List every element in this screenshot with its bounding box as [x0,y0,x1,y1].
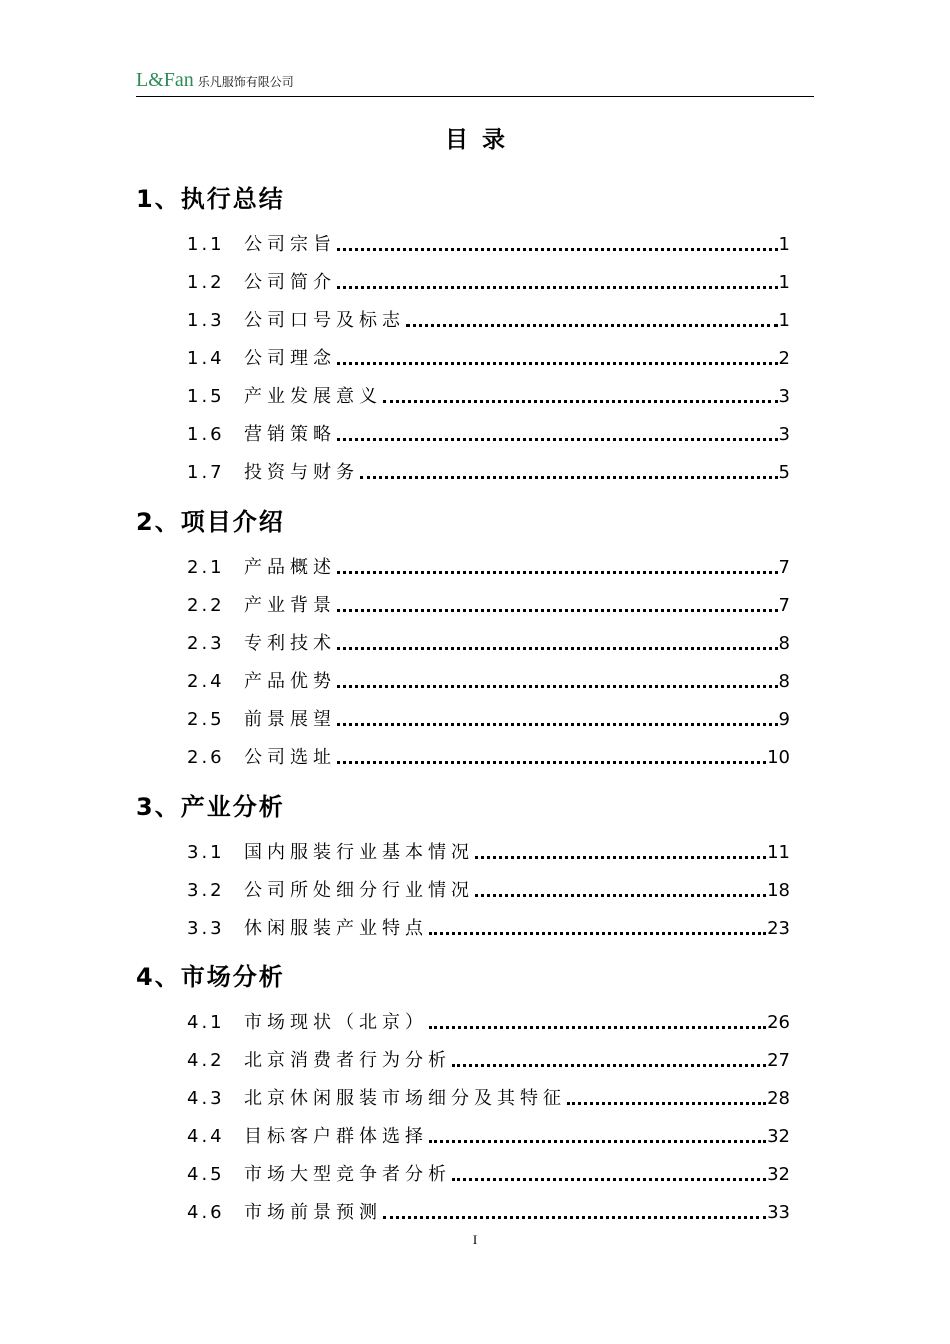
toc-entry[interactable] [187,915,790,941]
section-heading: 4、市场分析 [136,963,285,991]
entry-label: 投资与财务 [244,462,359,483]
dot-leader [429,1140,766,1143]
entry-number: 4.4 [187,1126,225,1147]
toc-entry[interactable] [187,307,790,333]
dot-leader [337,647,778,650]
entry-page: 7 [778,595,790,616]
entry-page: 28 [767,1088,790,1109]
entry-number: 1.2 [187,272,225,293]
entry-number: 4.3 [187,1088,225,1109]
entry-label: 市场现状（北京） [244,1012,428,1033]
toc-entry[interactable] [187,459,790,485]
entry-number: 1.7 [187,462,225,483]
entry-number: 2.2 [187,595,225,616]
entry-page: 11 [767,842,790,863]
entry-page: 26 [767,1012,790,1033]
entry-page: 7 [778,557,790,578]
entry-number: 1.1 [187,234,225,255]
dot-leader [429,1026,766,1029]
toc-entry[interactable] [187,706,790,732]
dot-leader [337,723,778,726]
dot-leader [452,1178,766,1181]
entry-number: 1.3 [187,310,225,331]
toc-entry[interactable] [187,1123,790,1149]
toc-entry[interactable] [187,1047,790,1073]
dot-leader [567,1102,766,1105]
dot-leader [337,248,778,251]
toc-entry[interactable] [187,345,790,371]
entry-label: 市场前景预测 [244,1202,382,1223]
dot-leader [337,571,778,574]
dot-leader [337,685,778,688]
dot-leader [475,856,766,859]
entry-page: 9 [778,709,790,730]
dot-leader [452,1064,766,1067]
toc-entry[interactable] [187,1199,790,1225]
toc-entry[interactable] [187,269,790,295]
entry-number: 4.6 [187,1202,225,1223]
entry-label: 公司宗旨 [244,234,336,255]
dot-leader [475,894,766,897]
entry-page: 8 [778,633,790,654]
entry-page: 3 [778,386,790,407]
toc-entry[interactable] [187,839,790,865]
entry-number: 1.4 [187,348,225,369]
dot-leader [337,286,778,289]
entry-label: 公司选址 [244,747,336,768]
toc-entry[interactable] [187,383,790,409]
dot-leader [337,362,778,365]
entry-page: 18 [767,880,790,901]
dot-leader [360,476,778,479]
entry-label: 公司简介 [244,272,336,293]
entry-page: 2 [778,348,790,369]
toc-entry[interactable] [187,554,790,580]
entry-page: 1 [778,234,790,255]
toc-entry[interactable] [187,421,790,447]
section-heading: 1、执行总结 [136,185,285,213]
entry-label: 北京休闲服装市场细分及其特征 [244,1088,566,1109]
entry-page: 10 [767,747,790,768]
brand-name: L&Fan [136,69,194,91]
entry-label: 市场大型竞争者分析 [244,1164,451,1185]
toc-entry[interactable] [187,630,790,656]
toc-entry[interactable] [187,592,790,618]
dot-leader [429,932,766,935]
entry-number: 2.4 [187,671,225,692]
entry-label: 公司理念 [244,348,336,369]
dot-leader [337,761,766,764]
entry-number: 2.5 [187,709,225,730]
entry-number: 3.3 [187,918,225,939]
entry-number: 4.2 [187,1050,225,1071]
page-header [136,68,814,97]
entry-label: 产业发展意义 [244,386,382,407]
entry-label: 专利技术 [244,633,336,654]
entry-page: 32 [767,1126,790,1147]
entry-page: 8 [778,671,790,692]
dot-leader [383,1216,766,1219]
entry-label: 产品优势 [244,671,336,692]
entry-page: 1 [778,272,790,293]
entry-page: 23 [767,918,790,939]
entry-page: 3 [778,424,790,445]
entry-label: 目标客户群体选择 [244,1126,428,1147]
entry-number: 1.6 [187,424,225,445]
entry-number: 2.1 [187,557,225,578]
entry-label: 产品概述 [244,557,336,578]
entry-page: 27 [767,1050,790,1071]
dot-leader [337,609,778,612]
entry-label: 公司口号及标志 [244,310,405,331]
entry-page: 1 [778,310,790,331]
entry-number: 2.3 [187,633,225,654]
entry-number: 3.2 [187,880,225,901]
entry-label: 营销策略 [244,424,336,445]
entry-number: 1.5 [187,386,225,407]
entry-page: 33 [767,1202,790,1223]
toc-entry[interactable] [187,877,790,903]
entry-number: 4.1 [187,1012,225,1033]
toc-entry[interactable] [187,1161,790,1187]
page-number: I [472,1232,478,1247]
entry-number: 3.1 [187,842,225,863]
entry-page: 32 [767,1164,790,1185]
entry-label: 产业背景 [244,595,336,616]
brand-logo [136,70,294,92]
section-heading: 3、产业分析 [136,793,285,821]
entry-number: 4.5 [187,1164,225,1185]
toc-entry[interactable] [187,1009,790,1035]
toc-entry[interactable] [187,744,790,770]
toc-entry[interactable] [187,668,790,694]
section-heading: 2、项目介绍 [136,508,285,536]
company-name: 乐凡服饰有限公司 [197,75,294,89]
entry-label: 前景展望 [244,709,336,730]
toc-entry[interactable] [187,1085,790,1111]
entry-label: 北京消费者行为分析 [244,1050,451,1071]
toc-entry[interactable] [187,231,790,257]
entry-page: 5 [778,462,790,483]
entry-label: 公司所处细分行业情况 [244,880,474,901]
dot-leader [383,400,778,403]
toc-title: 目录 [445,127,519,153]
entry-label: 休闲服装产业特点 [244,918,428,939]
entry-number: 2.6 [187,747,225,768]
dot-leader [337,438,778,441]
dot-leader [406,324,778,327]
entry-label: 国内服装行业基本情况 [244,842,474,863]
